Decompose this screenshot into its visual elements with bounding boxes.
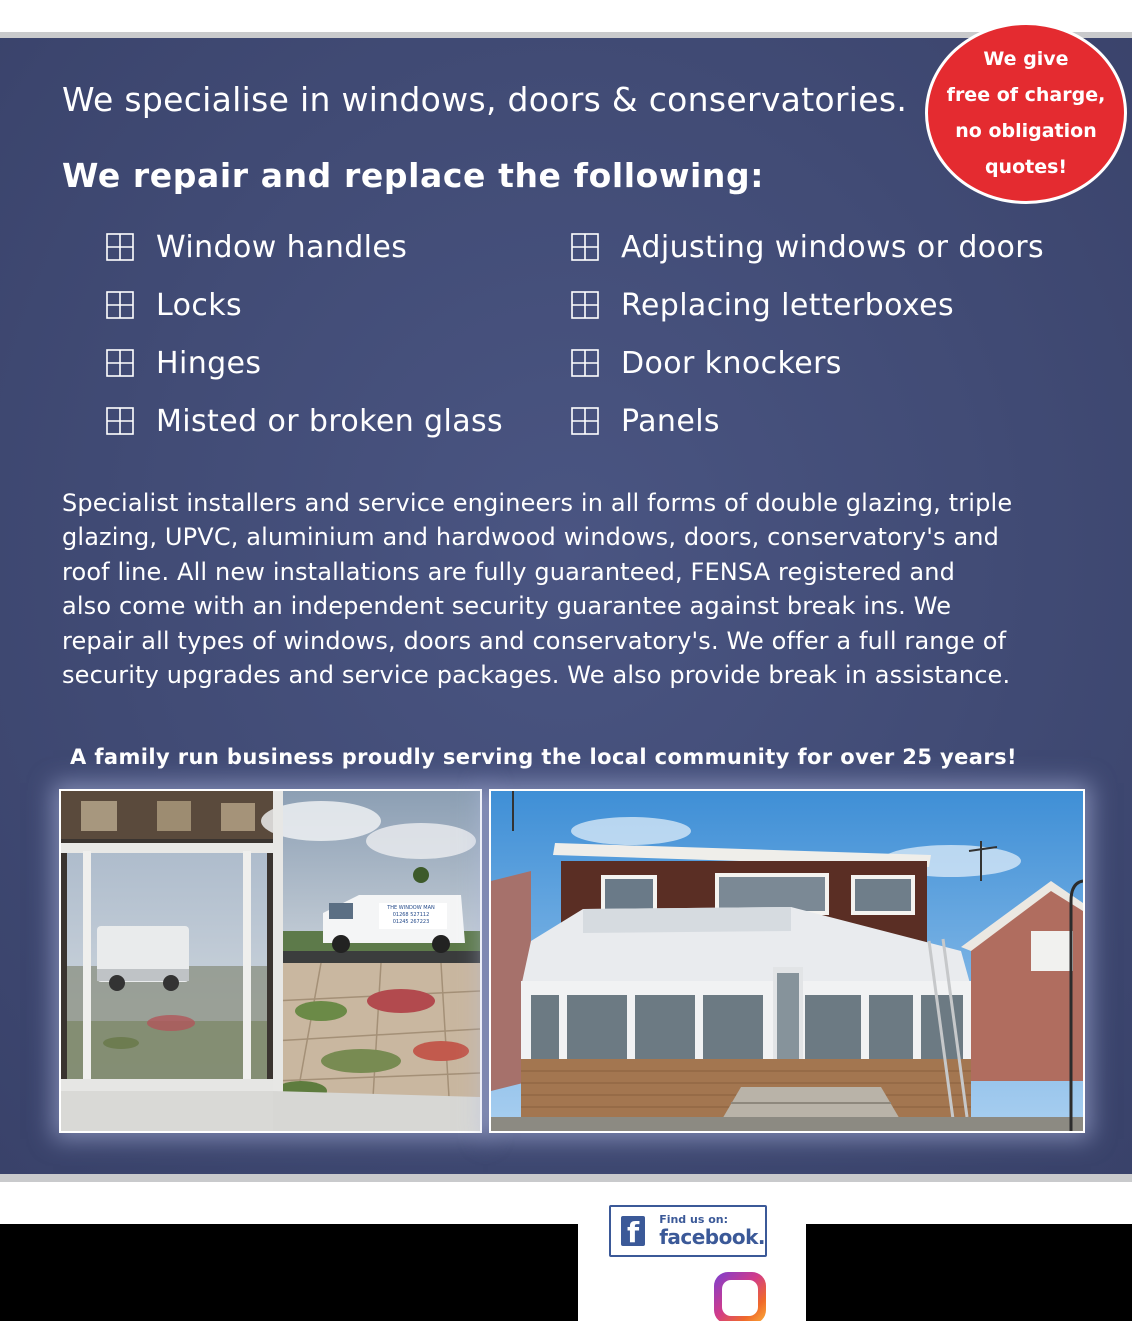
- facebook-badge[interactable]: [609, 1205, 767, 1257]
- list-item-label: Window handles: [156, 229, 408, 265]
- bottom-divider: [0, 1174, 1132, 1182]
- free-quotes-badge: [925, 22, 1127, 204]
- list-item: [571, 218, 1044, 276]
- footer-black-block-left: [0, 1224, 578, 1321]
- list-item: [571, 392, 1044, 450]
- description-line: Specialist installers and service engineers in all forms of double glazing, triple: [62, 489, 1013, 517]
- badge-line: We give: [983, 48, 1069, 70]
- family-business-tagline: A family run business proudly serving the local community for over 25 years!: [70, 745, 1017, 769]
- top-margin: [0, 0, 1132, 34]
- window-pane-icon: [106, 233, 134, 261]
- list-item-label: Locks: [156, 287, 243, 323]
- services-heading: We repair and replace the following:: [62, 156, 765, 195]
- instagram-icon[interactable]: [714, 1272, 766, 1321]
- list-item-label: Panels: [621, 403, 720, 439]
- window-pane-icon: [106, 349, 134, 377]
- footer-black-block-right: [806, 1224, 1132, 1321]
- description-line: repair all types of windows, doors and conservatory's. We offer a full range of: [62, 626, 1007, 655]
- window-pane-icon: [571, 291, 599, 319]
- list-item-label: Adjusting windows or doors: [621, 229, 1045, 265]
- description-line: security upgrades and service packages. We also provide break in assistance.: [62, 661, 1011, 690]
- page-headline: We specialise in windows, doors & conservatories.: [62, 80, 908, 119]
- list-item: [106, 218, 503, 276]
- description-line: roof line. All new installations are fully guaranteed, FENSA registered and: [62, 557, 955, 586]
- window-pane-icon: [106, 291, 134, 319]
- window-pane-icon: [571, 233, 599, 261]
- badge-line: no obligation: [955, 120, 1097, 142]
- badge-line: free of charge,: [946, 84, 1106, 106]
- list-item: [571, 276, 1044, 334]
- list-item: [106, 276, 503, 334]
- van-sign-text: 01245 267223: [392, 919, 430, 925]
- description-paragraph: [62, 486, 1092, 692]
- facebook-badge-text: [659, 1214, 765, 1248]
- window-view-photo: [59, 789, 482, 1133]
- window-pane-icon: [571, 349, 599, 377]
- services-list-left: [106, 218, 503, 450]
- list-item-label: Replacing letterboxes: [621, 287, 955, 323]
- list-item: [106, 392, 503, 450]
- window-pane-icon: [571, 407, 599, 435]
- list-item-label: Hinges: [156, 345, 262, 381]
- facebook-wordmark: facebook.: [659, 1225, 765, 1249]
- description-line: glazing, UPVC, aluminium and hardwood windows, doors, conservatory's and: [62, 523, 1000, 552]
- badge-line: quotes!: [984, 156, 1068, 178]
- list-item-label: Misted or broken glass: [156, 403, 504, 439]
- bottom-margin: [0, 1182, 1132, 1224]
- description-line: also come with an independent security guarantee against break ins. We: [62, 592, 952, 621]
- services-list-right: [571, 218, 1044, 450]
- van-sign-text: THE WINDOW MAN: [387, 905, 435, 911]
- window-pane-icon: [106, 407, 134, 435]
- facebook-find-us-label: Find us on:: [659, 1213, 729, 1226]
- list-item: [106, 334, 503, 392]
- list-item-label: Door knockers: [621, 345, 842, 381]
- van-sign-text: 01268 527112: [392, 912, 430, 918]
- list-item: [571, 334, 1044, 392]
- facebook-icon: f: [621, 1216, 645, 1246]
- conservatory-photo: [489, 789, 1085, 1133]
